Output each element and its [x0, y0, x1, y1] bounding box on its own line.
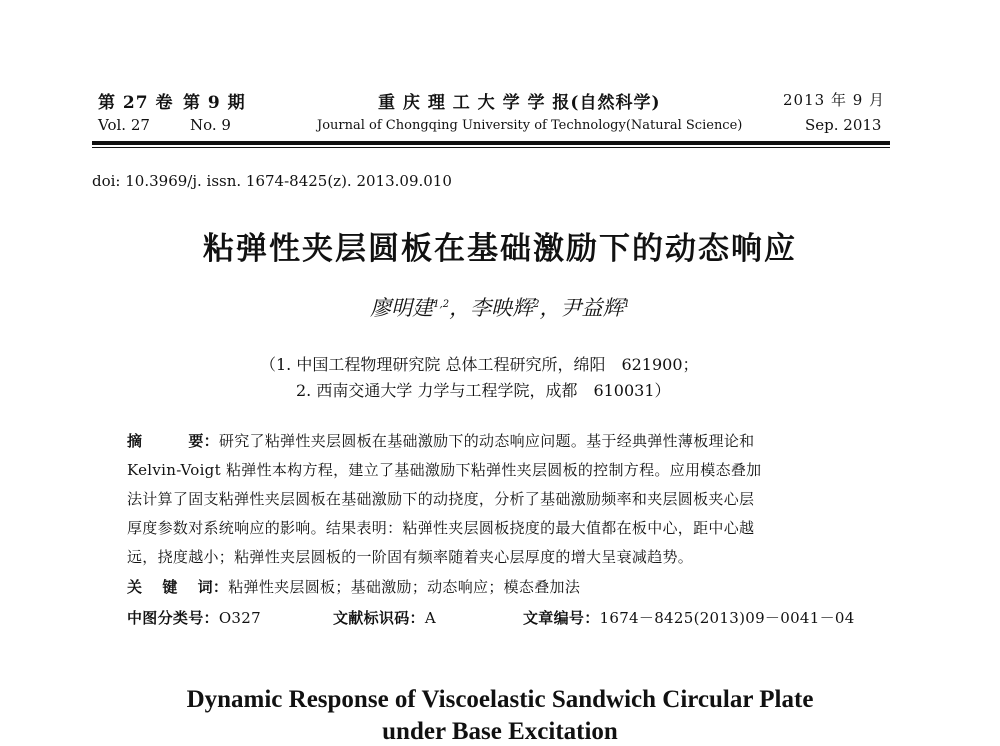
header-rule-thick — [92, 141, 890, 145]
keywords-label-b: 键 — [162, 578, 178, 596]
title-en-line-1: Dynamic Response of Viscoelastic Sandwich Circular Plate — [186, 686, 814, 713]
issue-cn: 第 9 期 — [183, 93, 246, 113]
abstract-line-3: 法计算了固支粘弹性夹层圆板在基础激励下的动挠度，分析了基础激励频率和夹层圆板夹心层 — [127, 490, 755, 508]
doi: doi: 10.3969/j. issn. 1674-8425(z). 2013.09.010 — [92, 172, 452, 190]
author-name: 廖明建 — [370, 296, 434, 320]
keywords-text: 粘弹性夹层圆板；基础激励；动态响应；模态叠加法 — [228, 578, 581, 596]
date-en: Sep. 2013 — [805, 116, 882, 134]
header-rule-thin — [92, 147, 890, 148]
abstract-text: 研究了粘弹性夹层圆板在基础激励下的动态响应问题。基于经典弹性薄板理论和 — [218, 432, 755, 450]
author-name: 尹益辉 — [560, 296, 624, 320]
issue-en: No. 9 — [190, 116, 231, 134]
abstract-line-4: 厚度参数对系统响应的影响。结果表明：粘弹性夹层圆板挠度的最大值都在板中心，距中心越 — [127, 519, 755, 537]
author-name: 李映辉 — [470, 296, 534, 320]
clc-number: 中图分类号：O327 — [127, 609, 261, 627]
abstract-label-a: 摘 — [127, 432, 143, 450]
keywords-label-a: 关 — [127, 578, 143, 596]
document-code: 文献标识码：A — [333, 609, 436, 627]
author-sup: 2 — [533, 299, 540, 310]
date-cn: 2013 年 9 月 — [783, 91, 886, 109]
title-cn: 粘弹性夹层圆板在基础激励下的动态响应 — [203, 231, 797, 267]
abstract-label-b: 要： — [188, 432, 219, 450]
journal-title-en: Journal of Chongqing University of Technology(Natural Science) — [317, 118, 743, 133]
author-sup: 1 — [623, 299, 630, 310]
author-sup: 1,2 — [433, 299, 450, 310]
authors: 廖明建$^{1,2}$，李映辉$^2$，尹益辉$^1$ — [370, 296, 630, 320]
affiliation-1: （1. 中国工程物理研究院 总体工程研究所，绵阳 621900； — [260, 355, 699, 374]
keywords-label-c: 词： — [197, 578, 229, 596]
affiliation-2: 2. 西南交通大学 力学与工程学院，成都 610031） — [296, 381, 671, 400]
volume-cn: 第 27 卷 — [98, 93, 174, 113]
volume-en: Vol. 27 — [98, 116, 150, 134]
journal-title-cn: 重 庆 理 工 大 学 学 报(自然科学) — [378, 93, 661, 113]
abstract-line-1 — [127, 430, 754, 451]
keywords — [127, 576, 580, 597]
abstract-line-5: 远，挠度越小；粘弹性夹层圆板的一阶固有频率随着夹心层厚度的增大呈衰减趋势。 — [127, 548, 694, 566]
abstract-line-2: Kelvin-Voigt 粘弹性本构方程，建立了基础激励下粘弹性夹层圆板的控制方程。应用模态叠加 — [127, 461, 762, 479]
title-en-line-2: under Base Excitation — [382, 718, 618, 745]
article-number: 文章编号：1674－8425(2013)09－0041－04 — [523, 609, 855, 627]
